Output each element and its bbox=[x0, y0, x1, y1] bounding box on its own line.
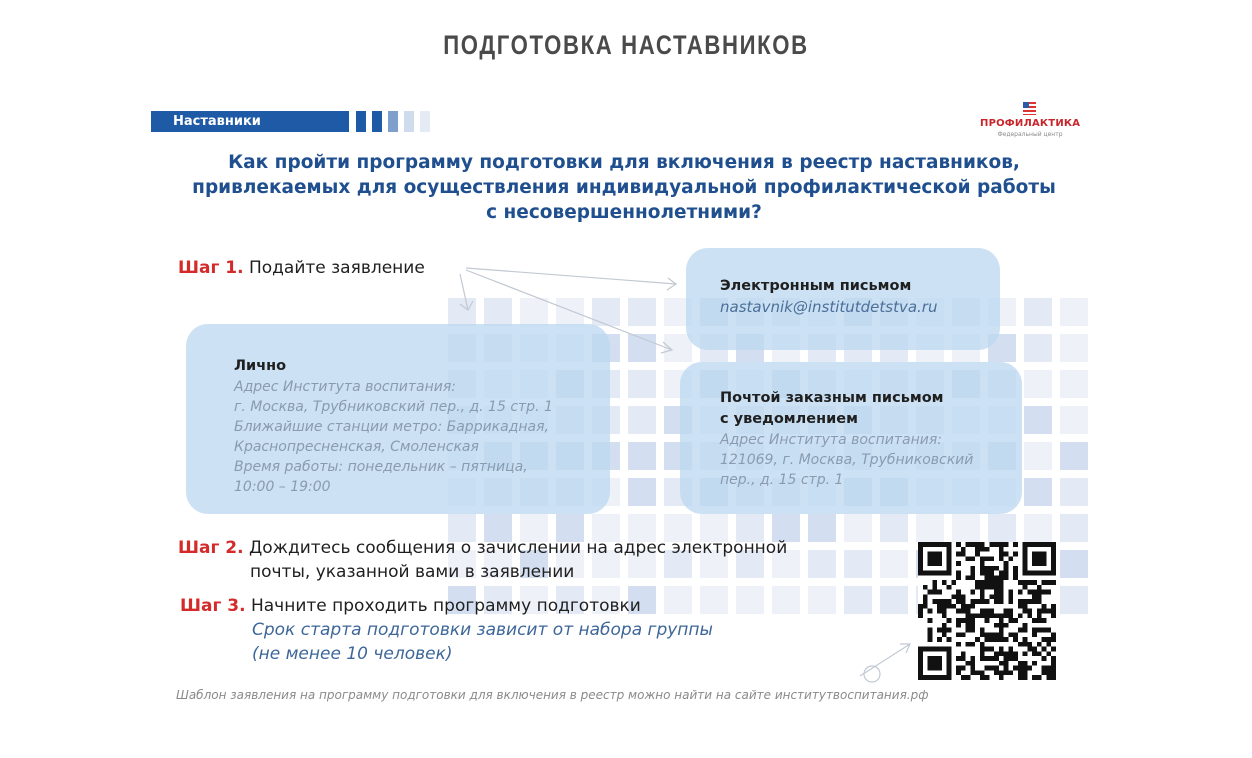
background-square bbox=[1024, 442, 1052, 470]
background-square bbox=[628, 442, 656, 470]
info-slide bbox=[148, 98, 1100, 718]
email-link[interactable]: nastavnik@institutdetstva.ru bbox=[720, 298, 938, 316]
card-email bbox=[686, 248, 1000, 350]
background-square bbox=[880, 550, 908, 578]
background-square bbox=[916, 514, 944, 542]
background-square bbox=[808, 550, 836, 578]
background-square bbox=[844, 586, 872, 614]
background-square bbox=[1024, 370, 1052, 398]
card-post-line-3: пер., д. 15 стр. 1 bbox=[720, 472, 844, 488]
background-square bbox=[1060, 478, 1088, 506]
card-in-person-line-1: Адрес Института воспитания: bbox=[234, 379, 456, 395]
step-3 bbox=[180, 594, 713, 666]
background-square bbox=[628, 370, 656, 398]
background-square bbox=[1060, 298, 1088, 326]
background-square bbox=[808, 586, 836, 614]
step-1-text: Подайте заявление bbox=[248, 258, 425, 278]
background-square bbox=[556, 298, 584, 326]
background-square bbox=[844, 550, 872, 578]
background-square bbox=[988, 514, 1016, 542]
card-in-person-line-3: Ближайшие станции метро: Баррикадная, bbox=[234, 419, 549, 435]
profilaktika-logo bbox=[980, 102, 1080, 142]
step-3-note-1: Срок старта подготовки зависит от набора группы bbox=[252, 620, 713, 640]
step-2-line-2: почты, указанной вами в заявлении bbox=[250, 562, 575, 582]
background-square bbox=[880, 514, 908, 542]
background-square bbox=[592, 298, 620, 326]
background-square bbox=[1060, 586, 1088, 614]
card-in-person-line-5: Время работы: понедельник – пятница, bbox=[234, 459, 528, 475]
step-3-note-2: (не менее 10 человек) bbox=[252, 644, 453, 664]
card-in-person bbox=[186, 324, 610, 514]
background-square bbox=[628, 478, 656, 506]
card-in-person-line-2: г. Москва, Трубниковский пер., д. 15 стр. 1 bbox=[234, 399, 553, 415]
background-square bbox=[1060, 370, 1088, 398]
background-square bbox=[628, 298, 656, 326]
step-2-number: Шаг 2. bbox=[178, 538, 244, 558]
background-square bbox=[1060, 514, 1088, 542]
background-square bbox=[1060, 406, 1088, 434]
flag-icon bbox=[1023, 102, 1036, 115]
card-in-person-line-4: Краснопресненская, Смоленская bbox=[234, 439, 479, 455]
background-square bbox=[1024, 478, 1052, 506]
footer-note: Шаблон заявления на программу подготовки для включения в реестр можно найти на сайте институтвоспитания.рф bbox=[176, 688, 929, 702]
card-in-person-title: Лично bbox=[234, 358, 287, 374]
background-square bbox=[808, 514, 836, 542]
background-square bbox=[880, 586, 908, 614]
card-email-title: Электронным письмом bbox=[720, 278, 912, 294]
background-square bbox=[1060, 334, 1088, 362]
background-square bbox=[1024, 298, 1052, 326]
step-2 bbox=[178, 536, 787, 584]
step-3-number: Шаг 3. bbox=[180, 596, 246, 616]
card-post-line-1: Адрес Института воспитания: bbox=[720, 432, 942, 448]
main-question: Как пройти программу подготовки для включения в реестр наставников, привлекаемых для осуществления индивидуальной профилактической работы с несовершеннолетними? bbox=[192, 152, 1056, 223]
background-square bbox=[520, 298, 548, 326]
card-in-person-line-6: 10:00 – 19:00 bbox=[234, 479, 331, 495]
step-3-text: Начните проходить программу подготовки bbox=[250, 596, 641, 616]
card-post-line-2: 121069, г. Москва, Трубниковский bbox=[720, 452, 974, 468]
step-1 bbox=[178, 256, 425, 280]
section-tag: Наставники bbox=[151, 111, 349, 132]
background-square bbox=[844, 514, 872, 542]
background-square bbox=[736, 586, 764, 614]
background-square bbox=[952, 514, 980, 542]
background-square bbox=[628, 406, 656, 434]
page-title: ПОДГОТОВКА НАСТАВНИКОВ bbox=[443, 30, 809, 60]
background-square bbox=[772, 586, 800, 614]
background-square bbox=[484, 298, 512, 326]
background-square bbox=[1024, 514, 1052, 542]
step-2-line-1: Дождитесь сообщения о зачислении на адрес электронной bbox=[248, 538, 788, 558]
background-square bbox=[628, 334, 656, 362]
step-1-number: Шаг 1. bbox=[178, 258, 244, 278]
background-square bbox=[1060, 550, 1088, 578]
qr-code-icon[interactable] bbox=[918, 542, 1056, 680]
card-post bbox=[680, 362, 1022, 514]
background-square bbox=[1060, 442, 1088, 470]
background-square bbox=[448, 298, 476, 326]
background-square bbox=[1024, 406, 1052, 434]
logo-name: ПРОФИЛАКТИКА bbox=[980, 118, 1081, 129]
logo-subtitle: Федеральный центр bbox=[997, 131, 1063, 138]
background-square bbox=[1024, 334, 1052, 362]
card-post-title-1: Почтой заказным письмом bbox=[720, 390, 944, 406]
card-post-title-2: с уведомлением bbox=[720, 411, 858, 427]
